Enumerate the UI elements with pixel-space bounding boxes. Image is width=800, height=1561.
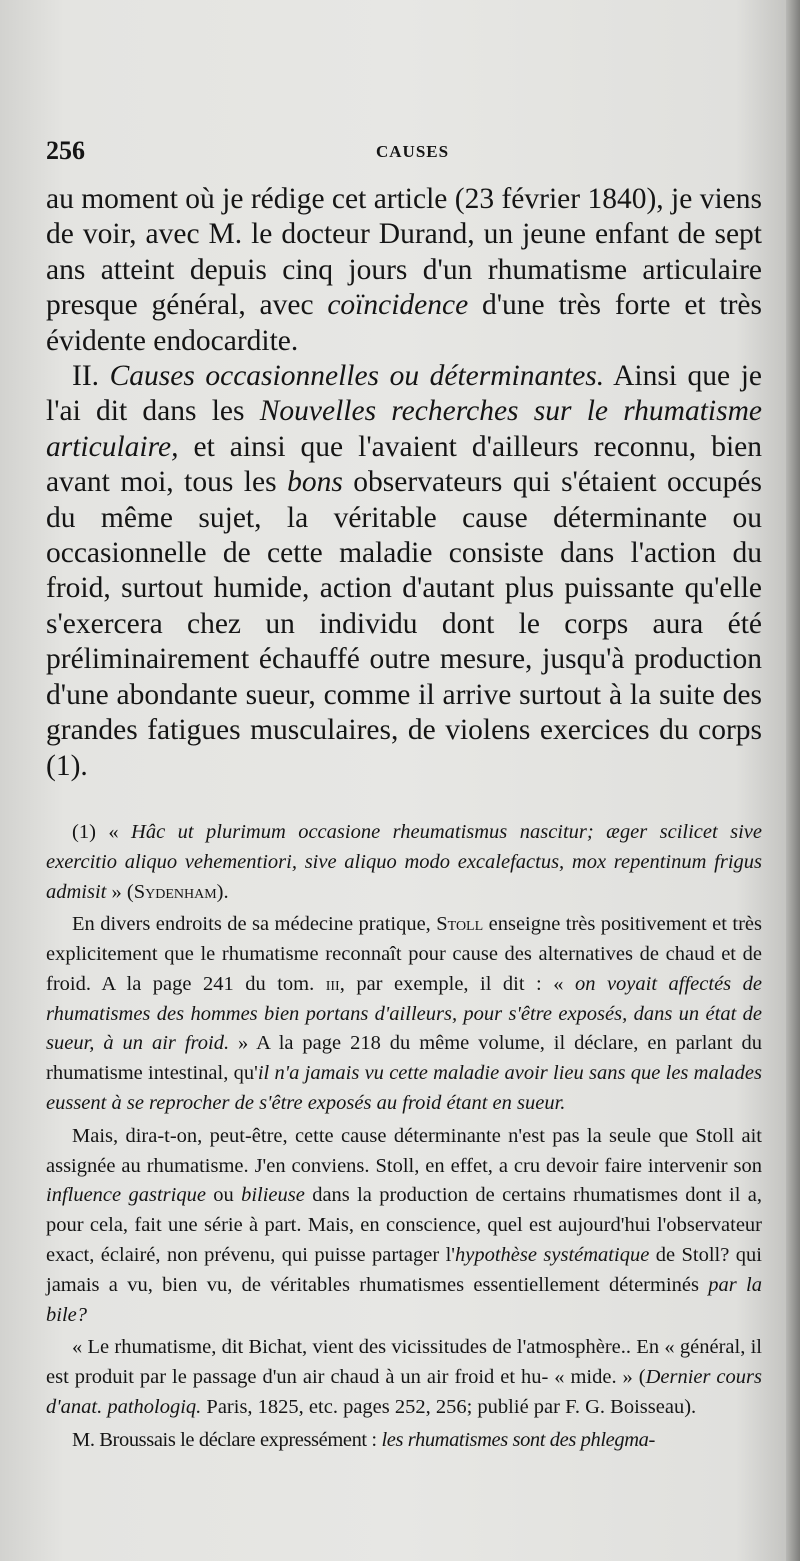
footnote-separator (46, 784, 762, 818)
page-number: 256 (46, 136, 85, 165)
footnote-paragraph-stoll: En divers endroits de sa médecine pratique, Stoll enseigne très positivement et très explicitement que le rhumatisme reconnaît pour cause des alternatives de chaud et de froid. A la page 241 du tom. iii, par exemple, il dit : « on voyait affectés de rhumatismes des hommes bien portans d'ailleurs, pour s'être exposés, dans un état de sueur, à un air froid. » A la page 218 du même volume, il déclare, en parlant du rhumatisme intestinal, qu'il n'a jamais vu cette maladie avoir lieu sans que les malades eussent à se reprocher de s'être exposés au froid étant en sueur. (46, 913, 762, 1115)
main-paragraph-1: au moment où je rédige cet article (23 février 1840), je viens de voir, avec M. le docteur Durand, un jeune enfant de sept ans atteint depuis cinq jours d'un rhumatisme articulaire presque général, avec coïncidence d'une très forte et très évidente endocardite. (46, 183, 762, 357)
running-title: CAUSES (376, 142, 450, 161)
page-header (46, 132, 762, 168)
footnote-paragraph-bichat: « Le rhumatisme, dit Bichat, vient des vicissitudes de l'atmosphère.. En « général, il est produit par le passage d'un air chaud à un air froid et hu- « mide. » (Dernier cours d'anat. pathologiq. Paris, 1825, etc. pages 252, 256; publié par F. G. Boisseau). (46, 1336, 762, 1419)
footnote-1: (1) « Hâc ut plurimum occasione rheumatismus nascitur; æger scilicet sive exercitio aliquo vehementiori, sive aliquo modo excalefactus, mox repentinum frigus admisit » (Sydenham). (46, 820, 762, 903)
page-edge-shadow (786, 0, 800, 1561)
main-text (46, 182, 762, 784)
footnote-paragraph-objection: Mais, dira-t-on, peut-être, cette cause déterminante n'est pas la seule que Stoll ait assignée au rhumatisme. J'en conviens. Stoll, en effet, a cru devoir faire intervenir son influence gastrique ou bilieuse dans la production de certains rhumatismes dont il a, pour cela, fait une série à part. Mais, en conscience, quel est aujourd'hui l'observateur exact, éclairé, non prévenu, qui puisse partager l'hypothèse systématique de Stoll? qui jamais a vu, bien vu, de véritables rhumatismes essentiellement déterminés par la bile? (46, 1124, 762, 1326)
footnote-paragraph-broussais: M. Broussais le déclare expressément : les rhumatismes sont des phlegma- (72, 1428, 655, 1451)
main-paragraph-2: II. Causes occasionnelles ou déterminantes. Ainsi que je l'ai dit dans les Nouvelles recherches sur le rhumatisme articulaire, et ainsi que l'avaient d'ailleurs reconnu, bien avant moi, tous les bons observateurs qui s'étaient occupés du même sujet, la véritable cause déterminante ou occasionnelle de cette maladie consiste dans l'action du froid, surtout humide, action d'autant plus puissante qu'elle s'exercera chez un individu dont le corps aura été préliminairement échauffé outre mesure, jusqu'à production d'une abondante sueur, comme il arrive surtout à la suite des grandes fatigues musculaires, de violens exercices du corps (1). (46, 360, 762, 782)
footnotes (46, 818, 762, 1456)
